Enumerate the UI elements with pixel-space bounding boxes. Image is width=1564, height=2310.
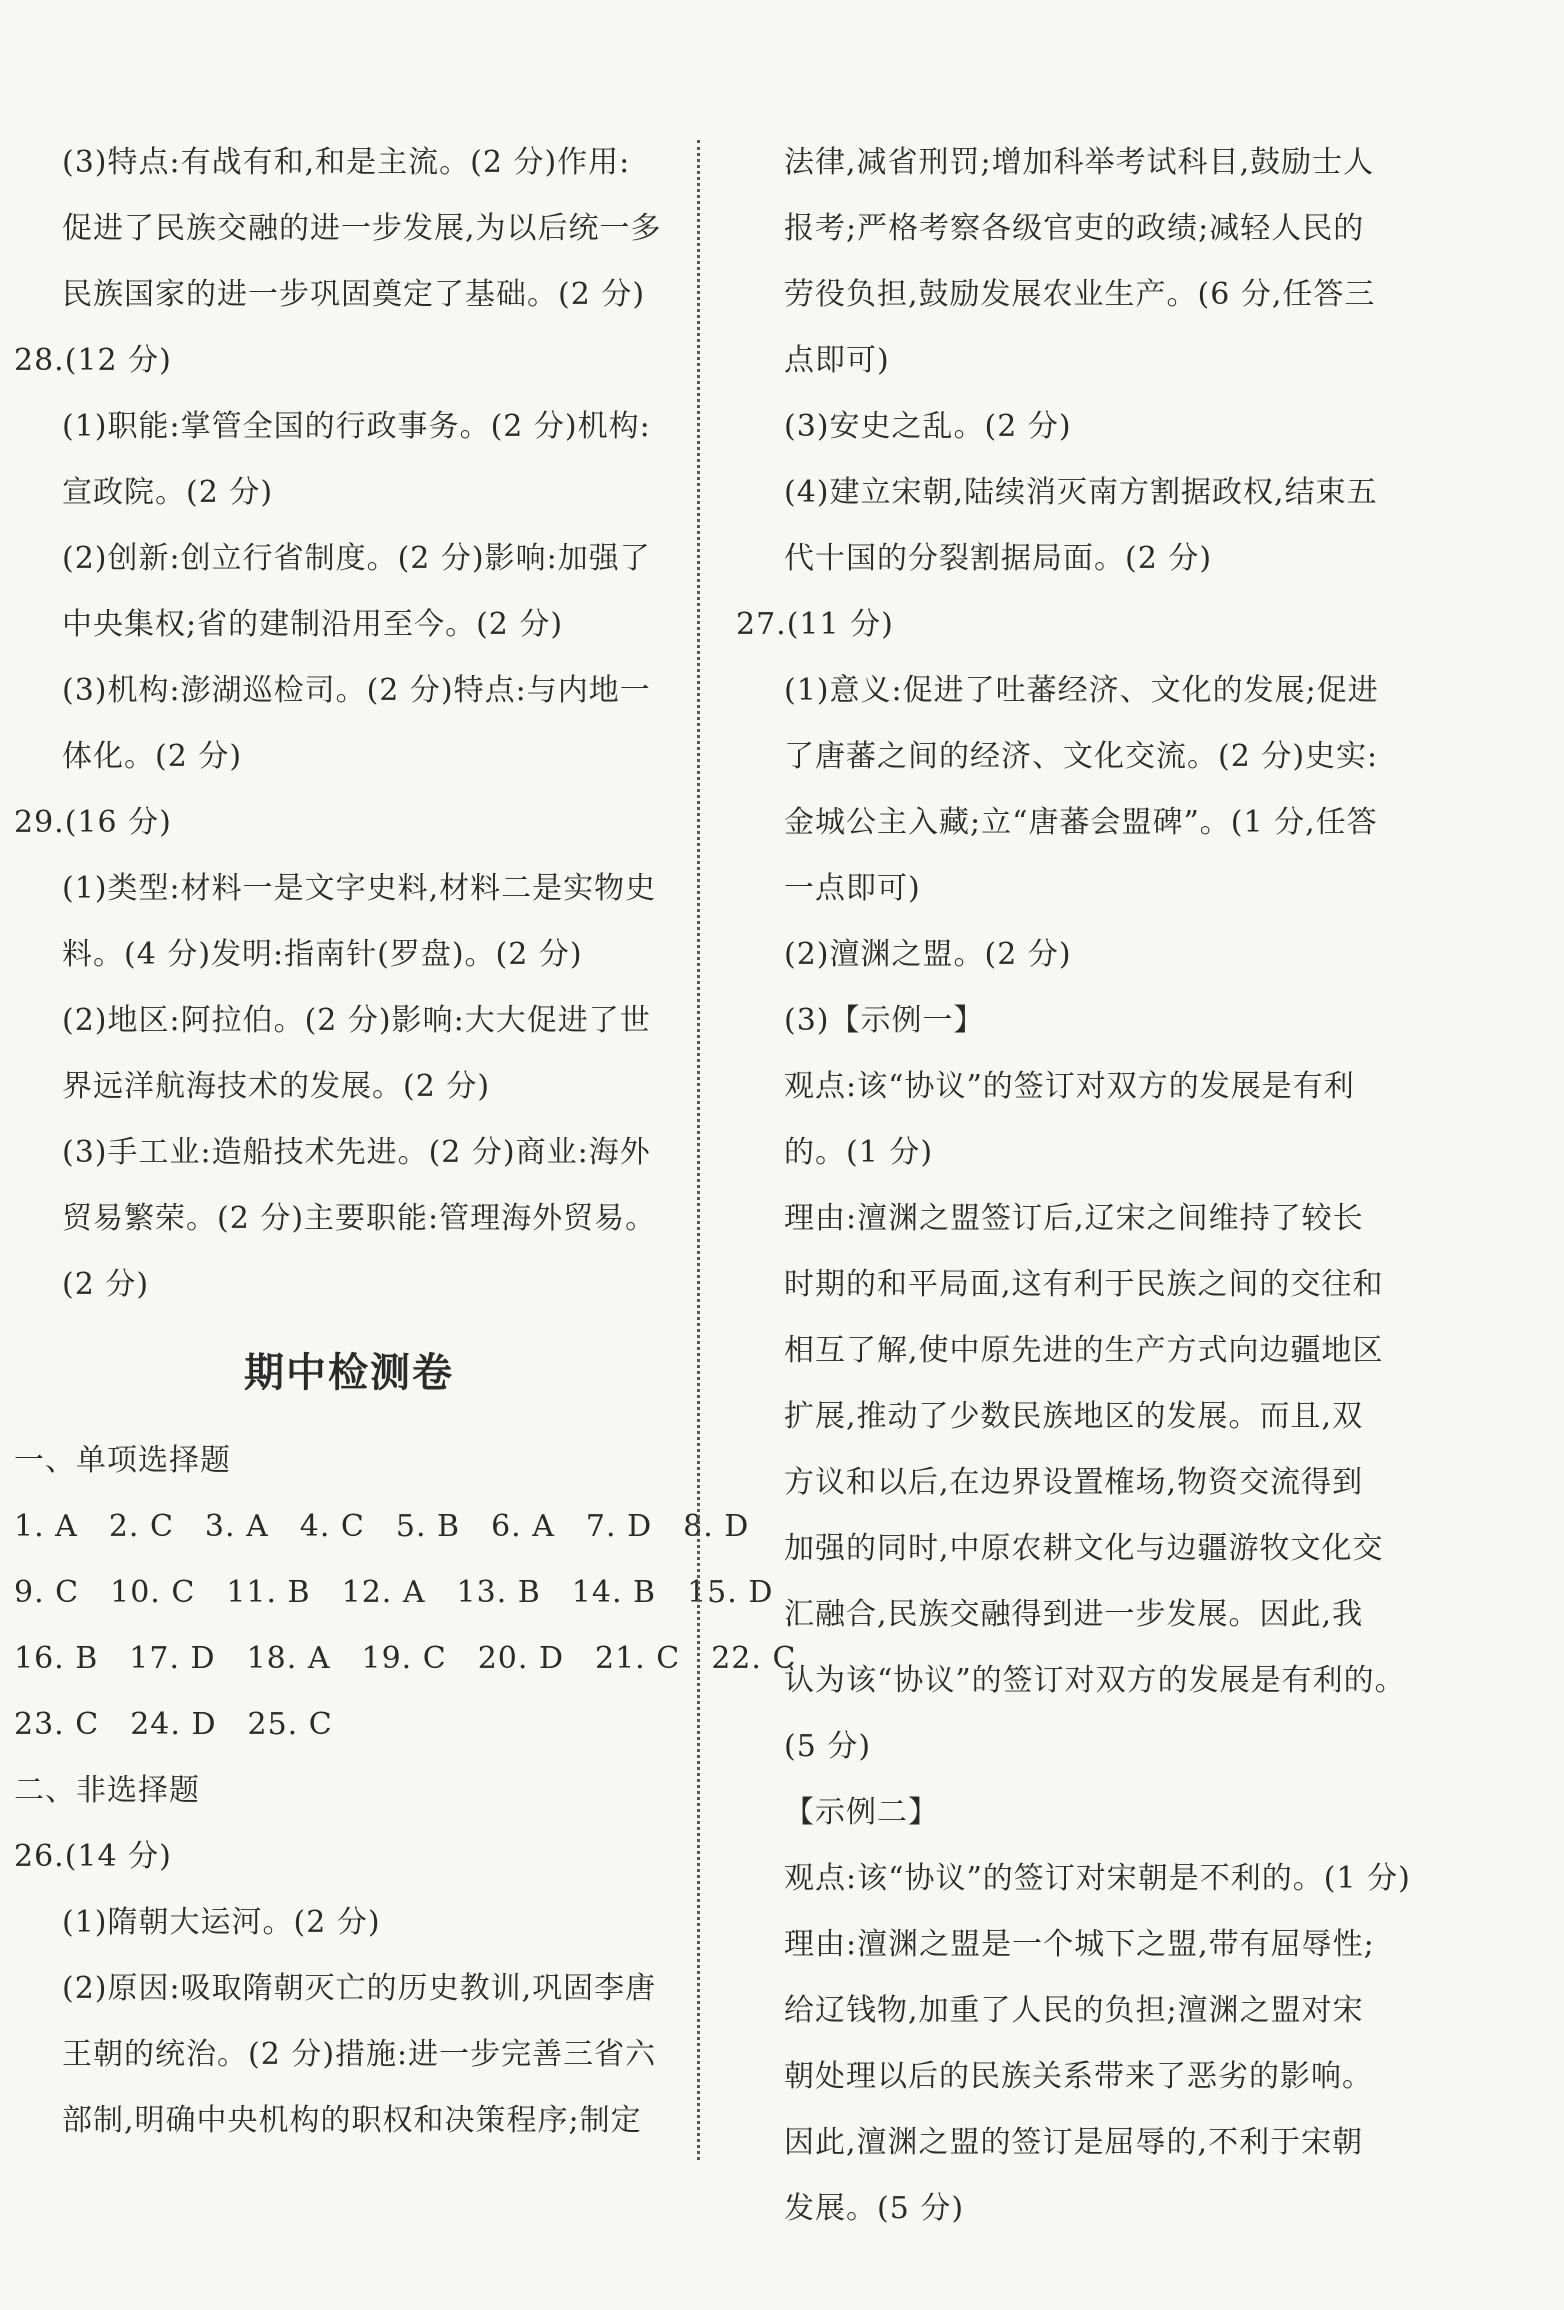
text-line: (3)机构:澎湖巡检司。(2 分)特点:与内地一 bbox=[62, 673, 651, 708]
text-line: 二、非选择题 bbox=[14, 1773, 200, 1808]
text-line: 朝处理以后的民族关系带来了恶劣的影响。 bbox=[784, 2059, 1373, 2094]
text-line: 【示例二】 bbox=[784, 1795, 939, 1830]
column-divider bbox=[697, 140, 700, 2160]
text-line: 23. C 24. D 25. C bbox=[14, 1707, 333, 1742]
text-line: 观点:该“协议”的签订对双方的发展是有利 bbox=[784, 1069, 1355, 1104]
text-line: 加强的同时,中原农耕文化与边疆游牧文化交 bbox=[784, 1531, 1384, 1566]
text-line: (2 分) bbox=[62, 1267, 150, 1302]
text-line: 1. A 2. C 3. A 4. C 5. B 6. A 7. D 8. D bbox=[14, 1509, 750, 1544]
text-line: (1)职能:掌管全国的行政事务。(2 分)机构: bbox=[62, 409, 651, 444]
text-line: 16. B 17. D 18. A 19. C 20. D 21. C 22. C bbox=[14, 1641, 797, 1676]
text-line: 宣政院。(2 分) bbox=[62, 475, 274, 510]
text-line: 26.(14 分) bbox=[14, 1839, 172, 1874]
text-line: 王朝的统治。(2 分)措施:进一步完善三省六 bbox=[62, 2037, 657, 2072]
text-line: 部制,明确中央机构的职权和决策程序;制定 bbox=[62, 2103, 642, 2138]
text-line: 报考;严格考察各级官吏的政绩;减轻人民的 bbox=[784, 211, 1365, 246]
text-line: 的。(1 分) bbox=[784, 1135, 934, 1170]
text-line: 一点即可) bbox=[784, 871, 921, 906]
text-line: (3)【示例一】 bbox=[784, 1003, 985, 1038]
text-line: (4)建立宋朝,陆续消灭南方割据政权,结束五 bbox=[784, 475, 1378, 510]
text-line: 点即可) bbox=[784, 343, 890, 378]
text-line: 体化。(2 分) bbox=[62, 739, 243, 774]
text-line: 认为该“协议”的签订对双方的发展是有利的。 bbox=[784, 1663, 1406, 1698]
text-line: 代十国的分裂割据局面。(2 分) bbox=[784, 541, 1213, 576]
text-line: 时期的和平局面,这有利于民族之间的交往和 bbox=[784, 1267, 1384, 1302]
text-line: 相互了解,使中原先进的生产方式向边疆地区 bbox=[784, 1333, 1384, 1368]
text-line: (3)安史之乱。(2 分) bbox=[784, 409, 1072, 444]
text-line: (2)澶渊之盟。(2 分) bbox=[784, 937, 1072, 972]
text-line: 理由:澶渊之盟是一个城下之盟,带有屈辱性; bbox=[784, 1927, 1375, 1962]
left-column bbox=[14, 130, 797, 2154]
text-line: 27.(11 分) bbox=[736, 607, 894, 642]
section-title: 期中检测卷 bbox=[244, 1349, 454, 1396]
text-line: 中央集权;省的建制沿用至今。(2 分) bbox=[62, 607, 564, 642]
text-line: 理由:澶渊之盟签订后,辽宋之间维持了较长 bbox=[784, 1201, 1364, 1236]
text-line: (2)地区:阿拉伯。(2 分)影响:大大促进了世 bbox=[62, 1003, 651, 1038]
text-line: 方议和以后,在边界设置榷场,物资交流得到 bbox=[784, 1465, 1364, 1500]
text-line: 民族国家的进一步巩固奠定了基础。(2 分) bbox=[62, 277, 646, 312]
text-line: (1)意义:促进了吐蕃经济、文化的发展;促进 bbox=[784, 673, 1379, 708]
left-lines-after-block bbox=[14, 1428, 797, 2154]
text-line: 扩展,推动了少数民族地区的发展。而且,双 bbox=[784, 1399, 1364, 1434]
text-line: 界远洋航海技术的发展。(2 分) bbox=[62, 1069, 491, 1104]
left-lines-block bbox=[14, 130, 664, 1318]
text-line: (3)手工业:造船技术先进。(2 分)商业:海外 bbox=[62, 1135, 651, 1170]
right-column bbox=[736, 130, 1411, 2242]
text-line: 促进了民族交融的进一步发展,为以后统一多 bbox=[62, 211, 662, 246]
text-line: (1)类型:材料一是文字史料,材料二是实物史 bbox=[62, 871, 657, 906]
text-line: 29.(16 分) bbox=[14, 805, 172, 840]
text-line: (2)原因:吸取隋朝灭亡的历史教训,巩固李唐 bbox=[62, 1971, 657, 2006]
text-line: 金城公主入藏;立“唐蕃会盟碑”。(1 分,任答 bbox=[784, 805, 1378, 840]
text-line: 9. C 10. C 11. B 12. A 13. B 14. B 15. D bbox=[14, 1575, 774, 1610]
text-line: (1)隋朝大运河。(2 分) bbox=[62, 1905, 381, 1940]
text-line: 观点:该“协议”的签订对宋朝是不利的。(1 分) bbox=[784, 1861, 1411, 1896]
text-line: 一、单项选择题 bbox=[14, 1443, 231, 1478]
text-line: 因此,澶渊之盟的签订是屈辱的,不利于宋朝 bbox=[784, 2125, 1364, 2160]
text-line: 料。(4 分)发明:指南针(罗盘)。(2 分) bbox=[62, 937, 583, 972]
right-lines-block bbox=[736, 130, 1411, 2242]
text-line: 贸易繁荣。(2 分)主要职能:管理海外贸易。 bbox=[62, 1201, 657, 1236]
text-line: 了唐蕃之间的经济、文化交流。(2 分)史实: bbox=[784, 739, 1379, 774]
text-line: (5 分) bbox=[784, 1729, 872, 1764]
text-line: 发展。(5 分) bbox=[784, 2191, 965, 2226]
text-line: 汇融合,民族交融得到进一步发展。因此,我 bbox=[784, 1597, 1364, 1632]
text-line: (2)创新:创立行省制度。(2 分)影响:加强了 bbox=[62, 541, 651, 576]
text-line: (3)特点:有战有和,和是主流。(2 分)作用: bbox=[62, 145, 631, 180]
text-line: 劳役负担,鼓励发展农业生产。(6 分,任答三 bbox=[784, 277, 1376, 312]
text-line: 28.(12 分) bbox=[14, 343, 172, 378]
text-line: 法律,减省刑罚;增加科举考试科目,鼓励士人 bbox=[784, 145, 1375, 180]
text-line: 给辽钱物,加重了人民的负担;澶渊之盟对宋 bbox=[784, 1993, 1364, 2028]
